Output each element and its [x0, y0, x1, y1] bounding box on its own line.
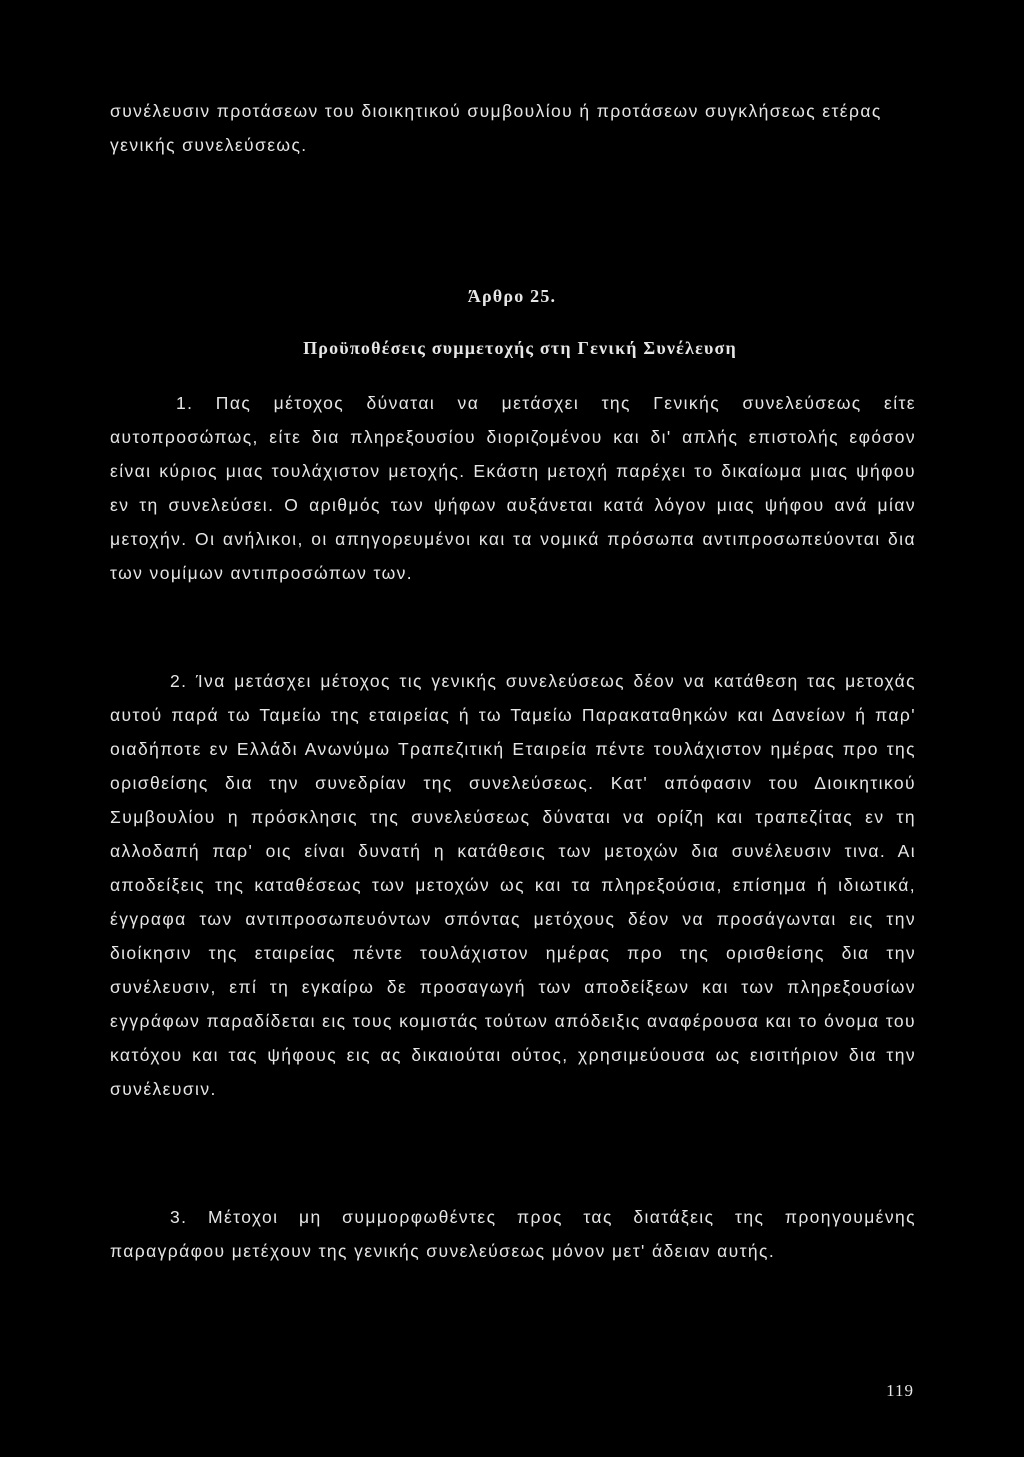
paragraph-1: 1. Πας μέτοχος δύναται να μετάσχει της Γενικής συνελεύσεως είτε αυτοπροσώπως, είτε δια πληρεξουσίου διοριζομένου και δι' απλής επιστολής εφόσον είναι κύριος μιας τουλάχιστον μετοχής. Εκάστη μετοχή παρέχει το δικαίωμα μιας ψήφου εν τη συνελεύσει. Ο αριθμός των ψήφων αυξάνεται κατά λόγον μιας ψήφου ανά μίαν μετοχήν. Οι ανήλικοι, οι απηγορευμένοι και τα νομικά πρόσωπα αντιπροσωπεύονται δια των νομίμων αντιπροσώπων των.	[110, 393, 916, 583]
paragraph-2: 2. Ίνα μετάσχει μέτοχος τις γενικής συνελεύσεως δέον να κατάθεση τας μετοχάς αυτού παρά τω Ταμείω της εταιρείας ή τω Ταμείω Παρακαταθηκών και Δανείων ή παρ' οιαδήποτε εν Ελλάδι Ανωνύμω Τραπεζιτική Εταιρεία πέντε τουλάχιστον ημέρας προ της ορισθείσης δια την συνεδρίαν της συνελεύσεως. Κατ' απόφασιν του Διοικητικού Συμβουλίου η πρόσκλησις της συνελεύσεως δύναται να ορίζη και τραπεζίτας εν τη αλλοδαπή παρ' οις είναι δυνατή η κατάθεσις των μετοχών δια συνέλευσιν τινα. Αι αποδείξεις της καταθέσεως των μετοχών ως και τα πληρεξούσια, επίσημα ή ιδιωτικά, έγγραφα των αντιπροσωπευόντων σπόντας μετόχους δέον να προσάγωνται εις την διοίκησιν της εταιρείας πέντε τουλάχιστον ημέρας προ της ορισθείσης δια την συνέλευσιν, επί τη εγκαίρω δε προσαγωγή των αποδείξεων και των πληρεξουσίων εγγράφων παραδίδεται εις τους κομιστάς τούτων απόδειξις αναφέρουσα και το όνομα του κατόχου και τας ψήφους εις ας δικαιούται ούτος, χρησιμεύουσα ως εισιτήριον δια την συνέλευσιν.	[110, 671, 916, 1099]
article-number: Άρθρο 25.	[467, 286, 557, 306]
page-number: 119	[886, 1381, 914, 1400]
intro-paragraph: συνέλευσιν προτάσεων του διοικητικού συμβουλίου ή προτάσεων συγκλήσεως ετέρας γενικής συνελεύσεως.	[110, 101, 882, 155]
article-title: Προϋποθέσεις συμμετοχής στη Γενική Συνέλευση	[303, 338, 737, 358]
paragraph-3: 3. Μέτοχοι μη συμμορφωθέντες προς τας διατάξεις της προηγουμένης παραγράφου μετέχουν της γενικής συνελεύσεως μόνον μετ' άδειαν αυτής.	[110, 1207, 916, 1261]
